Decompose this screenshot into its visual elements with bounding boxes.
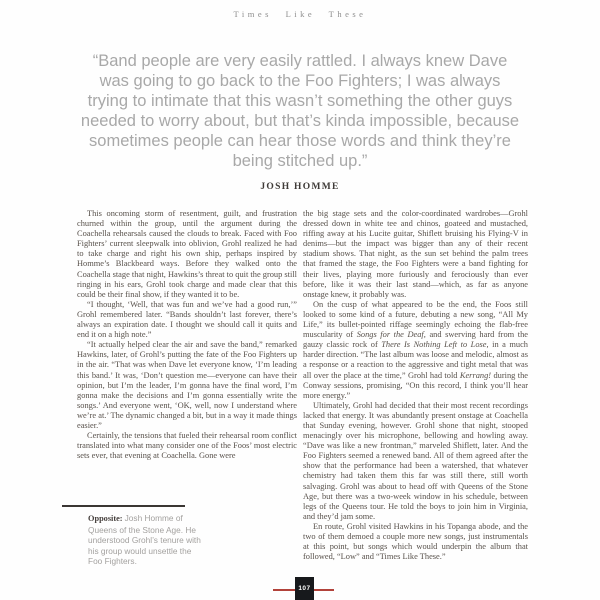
- photo-caption: Opposite: Josh Homme of Queens of the Stone Age. He understood Grohl’s tenure with his group would unsettle the Foo Fighters.: [88, 513, 201, 567]
- body-column-right: [303, 209, 528, 562]
- pull-quote-text: “Band people are very easily rattled. I always knew Dave was going to go back to the Foo Fighters; I was always trying to intimate that this wasn’t something the other guys needed to worry about, but that’s kinda impossible, because sometimes people can hear those words and think they’re being stitched up.”: [80, 52, 520, 170]
- folio-line-left: [273, 589, 296, 591]
- pull-quote: [55, 51, 545, 192]
- body-paragraph: the big stage sets and the color-coordinated wardrobes—Grohl dressed down in white tee and chinos, goateed and mustached, riffing away at his Lucite guitar, Shiflett bruising his Flying-V in denims—but the impact was bigger than any of their recent stadium shows. That night, as the sun set behind the palm trees that framed the stage, the Foo Fighters were a band fighting for their lives, playing more furiously and ferociously than ever before, like it was their last stand—which, as far as anyone onstage knew, it probably was.: [303, 209, 528, 299]
- body-paragraph: “It actually helped clear the air and save the band,” remarked Hawkins, later, of Grohl’s putting the fate of the Foo Fighters up in the air. “That was when Dave let everyone know, ‘I’m leading this band.’ It was, ‘Don’t question me—everyone can have their opinion, but I’m the leader, I’m gonna have the final word, I’m gonna make the decisions and I’m gonna essentially write the songs.’ And everyone went, ‘OK, well, now I understand where we’re at.’ The dynamic changed a bit, but in a way it made things easier.”: [77, 340, 297, 430]
- pull-quote-attribution: JOSH HOMME: [260, 182, 340, 192]
- body-paragraph: “I thought, ‘Well, that was fun and we’ve had a good run,’” Grohl remembered later. “Bands shouldn’t last forever, there’s always an expiration date. I thought we should call it quits and end it on a high note.”: [77, 299, 297, 340]
- body-paragraph: On the cusp of what appeared to be the end, the Foos still looked to some kind of a future, debuting a new song, “All My Life,” its bullet-pointed riffage seemingly echoing the flab-free muscularity of Songs for the Deaf, and swerving hard from the gauzy classic rock of There Is Nothing Left to Lose, in a much harder direction. “The last album was loose and melodic, almost as a response or a reaction to the aggressive and tight metal that was all over the place at the time,” Grohl had told Kerrang! during the Conway sessions, promising, “On this record, I think you’ll hear more energy.”: [303, 299, 528, 400]
- page-number-badge: 107: [295, 577, 314, 600]
- caption-rule: [62, 505, 185, 507]
- body-column-left: [77, 209, 297, 461]
- body-paragraph: En route, Grohl visited Hawkins in his Topanga abode, and the two of them demoed a couple more new songs, just instrumentals at this point, but songs which would underpin the album that followed, “Low” and “Times Like These.”: [303, 521, 528, 562]
- running-head: Times Like These: [233, 9, 367, 19]
- body-paragraph: Certainly, the tensions that fueled their rehearsal room conflict translated into what many consider one of the Foos’ most electric sets ever, that evening at Coachella. Gone were: [77, 431, 297, 461]
- body-paragraph: Ultimately, Grohl had decided that their most recent recordings lacked that energy. It was abundantly present onstage at Coachella that Sunday evening, however. Grohl shone that night, stooped menacingly over his microphone, bellowing and howling away. “Dave was like a new frontman,” marveled Shiflett, later. And the Foo Fighters seemed a renewed band. All of them agreed after the show that the performance had been a watershed, that whatever chemistry had taken them this far was still there, still worth salvaging. Grohl was about to head off with Queens of the Stone Age, but there was a two-week window in his schedule, between legs of the Queens tour. He told the boys to join him in Virginia, and they’d jam some.: [303, 400, 528, 521]
- body-paragraph: This oncoming storm of resentment, guilt, and frustration churned within the group, until the argument during the Coachella rehearsals caused the clouds to break. Faced with Foo Fighters’ current sleepwalk into oblivion, Grohl realized he had to take charge and right his own ship, perhaps inspired by Homme’s Blackbeard ways. Before they walked onto the Coachella stage that night, Hawkins’s threat to quit the group still ringing in his ears, Grohl took charge and made clear that this could be their final show, if they wanted it to be.: [77, 209, 297, 299]
- folio-line-right: [313, 589, 334, 591]
